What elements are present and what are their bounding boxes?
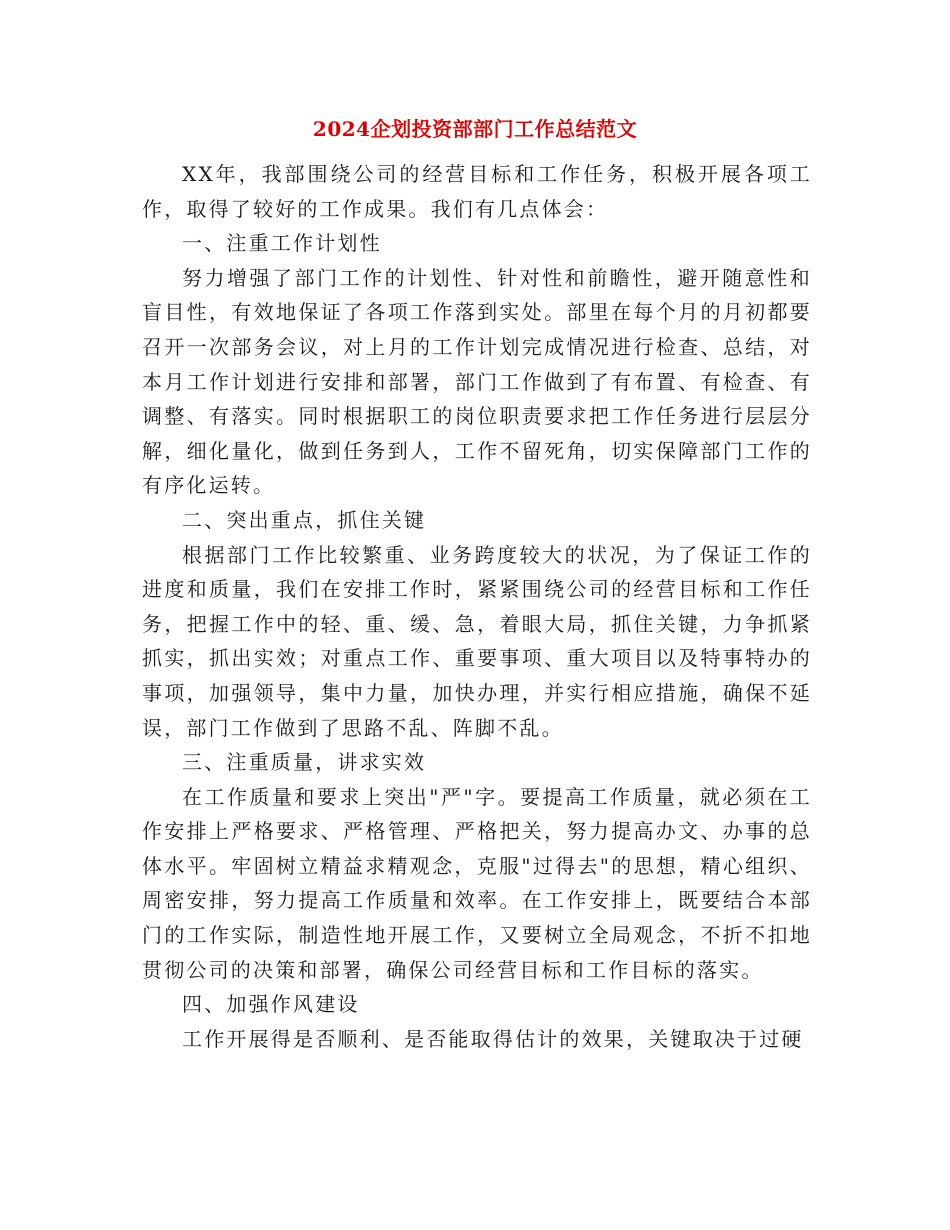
section-paragraph-2: 根据部门工作比较繁重、业务跨度较大的状况，为了保证工作的进度和质量，我们在安排工作时，紧紧围绕公司的经营目标和工作任务，把握工作中的轻、重、缓、急，着眼大局，抓住关键，力争抓紧抓实，抓出实效；对重点工作、重要事项、重大项目以及特事特办的事项，加强领导，集中力量，加快办理，并实行相应措施，确保不延误，部门工作做到了思路不乱、阵脚不乱。 [142, 542, 812, 740]
section-heading-4: 四、加强作风建设 [182, 992, 360, 1017]
section-paragraph-1: 努力增强了部门工作的计划性、针对性和前瞻性，避开随意性和盲目性，有效地保证了各项工作落到实处。部里在每个月的月初都要召开一次部务会议，对上月的工作计划完成情况进行检查、总结，对本月工作计划进行安排和部署，部门工作做到了有布置、有检查、有调整、有落实。同时根据职工的岗位职责要求把工作任务进行层层分解，细化量化，做到任务到人，工作不留死角，切实保障部门工作的有序化运转。 [142, 265, 812, 498]
document-body [142, 157, 812, 1056]
section-heading-3: 三、注重质量，讲求实效 [182, 750, 427, 775]
intro-paragraph: XX年，我部围绕公司的经营目标和工作任务，积极开展各项工作，取得了较好的工作成果。我们有几点体会： [142, 162, 812, 221]
section-heading-1: 一、注重工作计划性 [182, 231, 382, 256]
section-paragraph-3: 在工作质量和要求上突出"严"字。要提高工作质量，就必须在工作安排上严格要求、严格管理、严格把关，努力提高办文、办事的总体水平。牢固树立精益求精观念，克服"过得去"的思想，精心组织、周密安排，努力提高工作质量和效率。在工作安排上，既要结合本部门的工作实际，制造性地开展工作，又要树立全局观念，不折不扣地贯彻公司的决策和部署，确保公司经营目标和工作目标的落实。 [142, 784, 812, 982]
document-title: 2024企划投资部部门工作总结范文 [312, 117, 638, 141]
section-paragraph-4: 工作开展得是否顺利、是否能取得估计的效果，关键取决于过硬 [182, 1026, 804, 1051]
section-heading-2: 二、突出重点，抓住关键 [182, 507, 427, 532]
